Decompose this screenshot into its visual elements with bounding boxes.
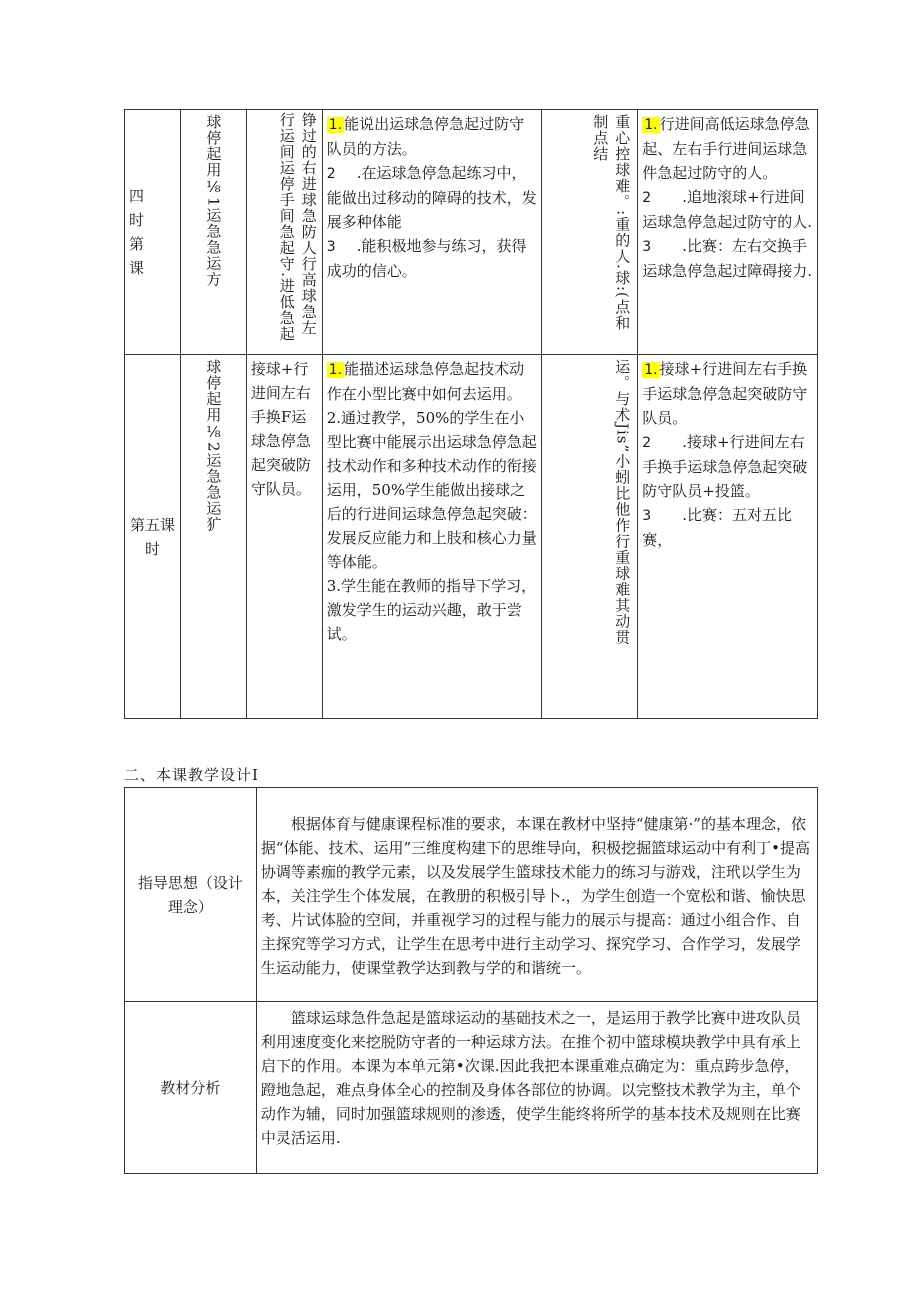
content-cell-4 <box>246 110 322 355</box>
guiding-text-cell <box>256 788 817 1002</box>
objective-5-2: 2.通过教学，50%的学生在小型比赛中能展示出运球急停急起技术动作和多种技术动作的衔接运用，50%学生能做出接球之后的行进间运球急停急起突破：发展反应能力和上肢和核心力量等体能。 <box>326 409 537 571</box>
method-4-2: 2 .追地滚球+行进间运球急停急起过防守的人. <box>642 188 813 231</box>
methods-cell-5 <box>638 355 818 719</box>
material-label-cell <box>125 1002 257 1174</box>
objectives-cell-4 <box>322 110 542 355</box>
objective-4-1: 1. 能说出运球急停急起过防守队员的方法。 <box>326 115 525 158</box>
keypoints-cell-4 <box>542 110 638 355</box>
material-text-cell <box>256 1002 817 1174</box>
objective-5-3: 3.学生能在教师的指导下学习，激发学生的运动兴趣，敢于尝试。 <box>326 577 537 643</box>
lesson-plan-table <box>124 109 818 719</box>
period-label-5: 第五课时 <box>129 515 175 558</box>
keypoints-text-5: 运。与术Jis”小蚓比他作行重球难其动贯 <box>613 359 632 646</box>
guiding-text: 根据体育与健康课程标准的要求，本课在教材中坚持“健康第·”的基本理念，依据“体能、技术、运用”三维度构建下的思维导向，积极挖掘篮球运动中有利丁•提高协调等素痂的教学元素，以及发展学生篮球技术能力的练习与游戏，注玳以学生为本，关注学生个体发展，在教册的积极引导卜.，为学生创造一个宽松和谐、愉快思考、片试体脸的空间，并重视学习的过程与能力的展示与提高：通过小组合作、自主探究等学习方式，让学生在思考中进行主动学习、探究学习、合作学习，发展学生运动能力，使课堂教学达到教与学的和谐统一。 <box>260 815 811 977</box>
lesson-row-5 <box>125 355 818 719</box>
content-text-4: 铮过的右进球急防人行高球急左行运间运停手间急起守.进低急起 <box>277 112 318 342</box>
method-4-3: 3 .比赛：左右交换手运球急停急起过障碍接力. <box>642 237 813 280</box>
method-5-1: 1. 接球+行进间左右手换手运球急停急起突破防守队员。 <box>642 360 808 427</box>
lesson-row-4 <box>125 110 818 355</box>
topic-text-5: 球停起用⅛2运急急运犷 <box>204 359 223 533</box>
material-row <box>125 1002 818 1174</box>
methods-cell-4 <box>638 110 818 355</box>
topic-text-4: 球停起用⅛1运急急运方 <box>204 114 223 288</box>
material-label: 教材分析 <box>160 1078 221 1097</box>
section-title: 二、本课教学设计I <box>124 766 259 784</box>
material-text: 篮球运球急件急起是篮球运动的基础技术之一，是运用于教学比赛中进攻队员利用速度变化来挖脱防守者的一种运球方法。在推个初中篮球模块教学中具有承上启下的作用。本课为本单元第•次课.因此我把本课重难点确定为：重点跨步急停，蹬地急起，难点身体全心的控制及身体各部位的协调。以完整技术教学为主，单个动作为辅，同时加强篮球规则的渗透，使学生能终将所学的基本技术及规则在比赛中灵活运用. <box>260 1009 801 1147</box>
guiding-label: 指导思想（设计理念） <box>137 873 243 916</box>
objective-5-1: 1. 能描述运球急停急起技术动作在小型比赛中如何去运用。 <box>326 360 525 403</box>
period-cell-5 <box>125 355 181 719</box>
objective-4-3: 3 .能积极地参与练习，获得成功的信心。 <box>326 237 527 280</box>
topic-cell-5 <box>180 355 246 719</box>
objective-4-2: 2 .在运球急停急起练习中，能做出过移动的障碍的技术，发展多种体能 <box>326 164 537 231</box>
method-5-2: 2 .接球+行进间左右手换手运球急停急起突破防守队员+投篮。 <box>642 433 808 500</box>
keypoints-text-4: 重心控球难。:重的人.球:(点和制点结 <box>591 114 632 331</box>
period-cell-4 <box>125 110 181 355</box>
teaching-design-table <box>124 787 818 1174</box>
guiding-row <box>125 788 818 1002</box>
guiding-label-cell <box>125 788 257 1002</box>
topic-cell-4 <box>180 110 246 355</box>
keypoints-cell-5 <box>542 355 638 719</box>
method-4-1: 1. 行进间高低运球急停急起、左右手行进间运球急件急起过防守的人。 <box>642 115 810 182</box>
content-text-5: 接球+行进间左右手换F运球急停急起突破防守队员。 <box>250 360 311 498</box>
period-label-4: 四 时 第 课 <box>129 187 145 277</box>
objectives-cell-5 <box>322 355 542 719</box>
method-5-3: 3 .比赛：五对五比赛， <box>642 506 793 549</box>
content-cell-5 <box>246 355 322 719</box>
